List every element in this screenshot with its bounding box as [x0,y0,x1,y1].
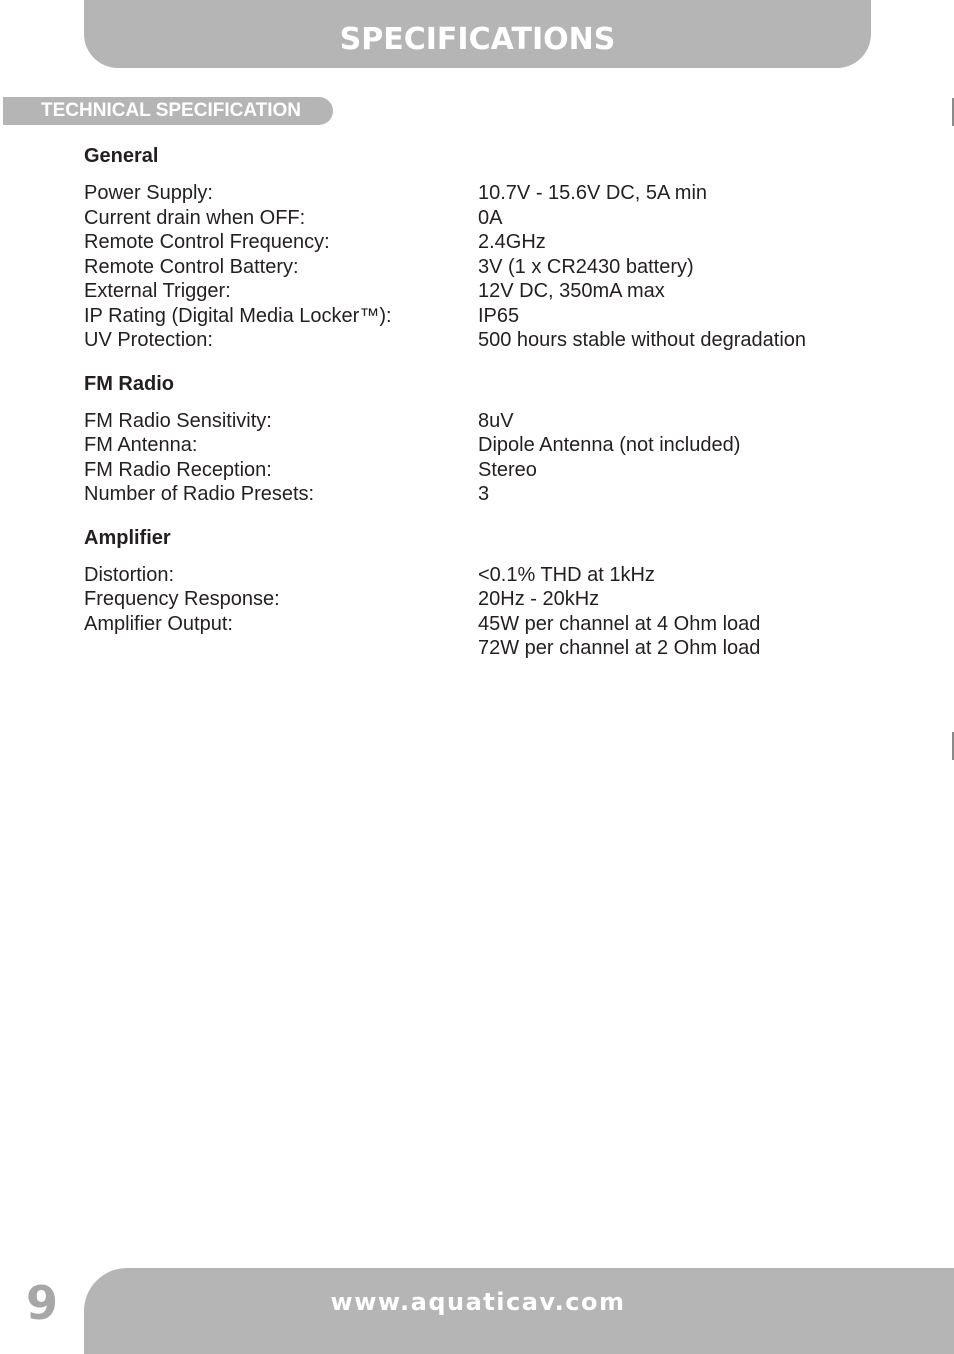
spec-row [84,563,864,588]
spec-row [84,409,864,434]
spec-row [84,636,864,661]
spec-value: 2.4GHz [478,231,546,253]
spec-label: Power Supply: [84,182,213,204]
spec-value: 10.7V - 15.6V DC, 5A min [478,182,708,204]
spec-value: 20Hz - 20kHz [478,588,600,610]
spec-row [84,230,864,255]
group-heading: Amplifier [84,526,171,549]
spec-value: IP65 [478,304,520,327]
section-tab [3,97,333,125]
spec-group-general [84,143,864,353]
spec-label: FM Radio Reception: [84,458,272,481]
spec-value: Dipole Antenna (not included) [478,434,741,456]
spec-list [84,143,864,679]
group-heading: FM Radio [84,372,174,395]
spec-row [84,433,864,458]
spec-value: 0A [478,206,503,229]
spec-value: <0.1% THD at 1kHz [478,563,655,586]
spec-row [84,279,864,304]
spec-row [84,587,864,612]
section-label: TECHNICAL SPECIFICATION [41,100,302,121]
spec-label: IP Rating (Digital Media Locker™): [84,304,392,327]
spec-value: 500 hours stable without degradation [478,329,807,351]
spec-row [84,304,864,329]
spec-label: Distortion: [84,563,175,586]
spec-label: UV Protection: [84,329,213,351]
page-number: 9 [26,1276,59,1330]
spec-label: Current drain when OFF: [84,206,306,229]
spec-value: 72W per channel at 2 Ohm load [478,637,761,659]
group-heading: General [84,145,159,167]
spec-value: 45W per channel at 4 Ohm load [478,612,761,635]
spec-row [84,328,864,353]
spec-label: Remote Control Frequency: [84,231,330,253]
spec-label: Remote Control Battery: [84,255,299,278]
spec-value: 12V DC, 350mA max [478,280,665,302]
spec-label: Amplifier Output: [84,612,233,635]
page-title: SPECIFICATIONS [339,21,616,57]
spec-value: Stereo [478,458,537,481]
spec-group-fm-radio [84,371,864,507]
spec-label: FM Antenna: [84,434,198,456]
spec-row [84,458,864,483]
website-url: www.aquaticav.com [330,1288,626,1316]
spec-row [84,482,864,507]
spec-row [84,181,864,206]
spec-value: 8uV [478,409,514,432]
header-banner [84,0,871,68]
spec-label: Frequency Response: [84,588,280,610]
footer-bar [84,1268,954,1354]
spec-value: 3 [478,483,490,505]
spec-row [84,612,864,637]
spec-label: External Trigger: [84,280,231,302]
spec-label: FM Radio Sensitivity: [84,409,272,432]
spec-label [84,636,478,661]
spec-row [84,255,864,280]
spec-value: 3V (1 x CR2430 battery) [478,255,694,278]
spec-label: Number of Radio Presets: [84,483,315,505]
spec-row [84,206,864,231]
spec-group-amplifier [84,525,864,661]
